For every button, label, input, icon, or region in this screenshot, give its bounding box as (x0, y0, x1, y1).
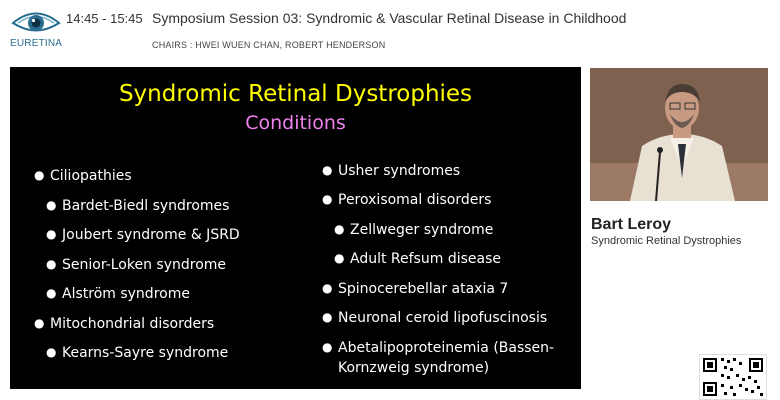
presentation-slide (10, 67, 581, 389)
slide-bullet: ● Joubert syndrome & JSRD (62, 226, 240, 244)
slide-subtitle: Conditions (245, 112, 346, 134)
slide-bullet: ● Kearns-Sayre syndrome (62, 344, 228, 362)
slide-bullet: ● Neuronal ceroid lipofuscinosis (338, 309, 547, 327)
session-title: Symposium Session 03: Syndromic & Vascular Retinal Disease in Childhood (152, 10, 627, 26)
slide-bullet: ● Senior-Loken syndrome (62, 256, 226, 274)
slide-bullet: ● Ciliopathies (50, 167, 132, 185)
logo-text: EURETINA (10, 38, 63, 49)
qr-code-icon (699, 354, 767, 400)
slide-bullet: ● Bardet-Biedl syndromes (62, 197, 229, 215)
session-time: 14:45 - 15:45 (66, 11, 143, 26)
speaker-person-icon (590, 68, 768, 201)
speaker-video (590, 68, 768, 201)
slide-bullet: ● Zellweger syndrome (350, 221, 493, 239)
slide-bullet: ● Spinocerebellar ataxia 7 (338, 280, 508, 298)
slide-title: Syndromic Retinal Dystrophies (118, 81, 473, 107)
slide-bullet: ● Mitochondrial disorders (50, 315, 214, 333)
eye-logo-icon (10, 8, 62, 38)
session-chairs: CHAIRS : HWEI WUEN CHAN, ROBERT HENDERSON (152, 40, 386, 50)
speaker-name: Bart Leroy (591, 216, 672, 233)
slide-bullet-continuation: Kornzweig syndrome) (338, 360, 490, 376)
slide-bullet: ● Peroxisomal disorders (338, 191, 491, 209)
slide-bullet: ● Usher syndromes (338, 162, 460, 180)
slide-bullet: ● Abetalipoproteinemia (Bassen- (338, 339, 554, 357)
speaker-topic: Syndromic Retinal Dystrophies (591, 235, 742, 247)
slide-bullet: ● Alström syndrome (62, 285, 190, 303)
euretina-logo (10, 8, 62, 52)
slide-bullet: ● Adult Refsum disease (350, 250, 501, 268)
